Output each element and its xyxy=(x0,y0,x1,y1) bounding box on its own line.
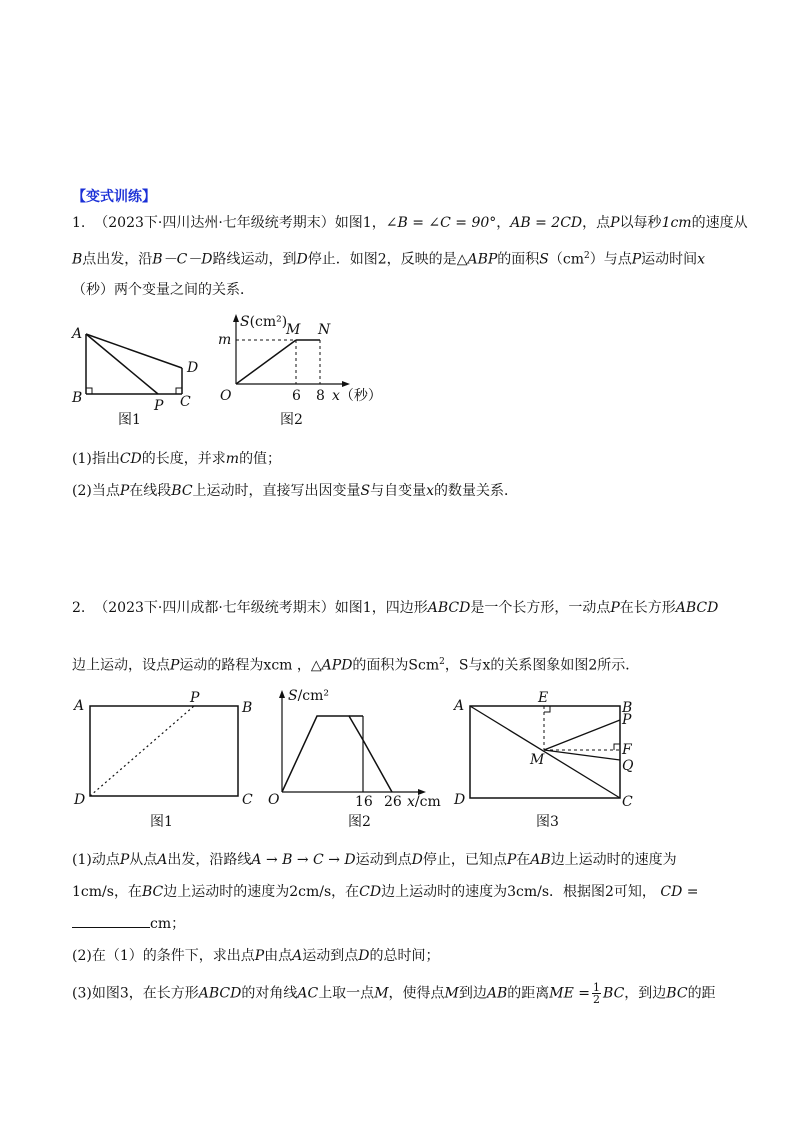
q1f1-label-c: C xyxy=(180,394,191,410)
q1f1-right-angle-b xyxy=(86,388,92,394)
q2f3-label-d: D xyxy=(454,792,466,808)
q1f2-label-M: M xyxy=(286,322,301,338)
q1f2-y-label: S(cm²) xyxy=(240,314,288,330)
q2f3-label-q: Q xyxy=(622,758,634,774)
q1-line-1: 1. （2023下·四川达州·七年级统考期末）如图1，∠B = ∠C = 90°，AB = 2CD，点P以每秒1cm的速度从 xyxy=(72,215,748,231)
q1f2-tick-8: 8 xyxy=(316,388,325,404)
q2f1-dashed-dp xyxy=(90,706,194,796)
q2f3-right-angle-f xyxy=(614,744,620,750)
q1f1-segment-ap xyxy=(86,334,158,394)
q2f3-label-a: A xyxy=(454,698,465,714)
q2-figure-3 xyxy=(448,688,648,833)
q2f2-graph-line xyxy=(282,716,392,792)
q1f1-label-a: A xyxy=(72,326,83,342)
q2f3-label-e: E xyxy=(538,690,549,706)
q1f2-y-arrow xyxy=(233,314,239,322)
q2-sub-1-line-2: 1cm/s，在BC边上运动时的速度为2cm/s，在CD边上运动时的速度为3cm/s．根据图2可知， CD = xyxy=(72,884,699,900)
q2-figure-1 xyxy=(70,688,260,833)
q2f2-y-arrow xyxy=(279,690,285,698)
q1f1-label-d: D xyxy=(187,360,199,376)
q2f2-caption: 图2 xyxy=(348,814,371,830)
q2f1-label-d: D xyxy=(74,792,86,808)
q2f2-tick-26: 26 xyxy=(384,794,402,810)
section-heading: 【变式训练】 xyxy=(72,189,156,205)
q2f1-label-c: C xyxy=(242,792,253,808)
fraction-one-half: $\frac{1}{2}$ xyxy=(593,981,601,1006)
q2f3-label-c: C xyxy=(622,794,633,810)
q2f3-label-b: B xyxy=(622,700,633,716)
q1f2-label-m: m xyxy=(218,332,232,348)
q1-figure-1 xyxy=(70,320,210,430)
q1f2-line-om xyxy=(236,340,296,384)
q1f2-caption: 图2 xyxy=(280,412,303,428)
q2f3-label-p: P xyxy=(622,712,632,728)
q2-sub-1-line-3: cm； xyxy=(72,913,185,934)
q1-line-3: （秒）两个变量之间的关系． xyxy=(72,282,254,298)
q2f1-label-a: A xyxy=(74,698,85,714)
q1-sub-2: (2)当点P在线段BC上运动时，直接写出因变量S与自变量x的数量关系． xyxy=(72,483,519,499)
q2f3-segment-mp xyxy=(544,720,620,750)
q2f2-label-O: O xyxy=(268,792,280,808)
q1f1-label-p: P xyxy=(154,398,164,414)
q2-line-2: 边上运动，设点P运动的路程为xcm ，△APD的面积为Scm$^2$，S与x的关系图象如图2所示． xyxy=(72,657,640,674)
q2f3-diagonal-ac xyxy=(470,706,620,798)
q2f1-label-b: B xyxy=(242,700,253,716)
q2-sub-2: (2)在（1）的条件下，求出点P由点A运动到点D的总时间； xyxy=(72,948,440,964)
q2f1-caption: 图1 xyxy=(150,814,173,830)
q1f2-tick-6: 6 xyxy=(292,388,301,404)
q2f1-label-p: P xyxy=(190,690,200,706)
answer-blank[interactable] xyxy=(72,913,150,928)
q2f3-caption: 图3 xyxy=(536,814,559,830)
q2f3-label-f: F xyxy=(622,742,632,758)
q1f1-caption: 图1 xyxy=(118,412,141,428)
q1f1-edge-ad xyxy=(86,334,182,368)
q1f2-label-N: N xyxy=(318,322,331,338)
q1-line-2: B点出发，沿B－C－D路线运动，到D停止．如图2，反映的是△ABP的面积$S(cm^2)$与点P运动时间x xyxy=(72,251,706,268)
q1-sub-1: (1)指出CD的长度，并求m的值； xyxy=(72,451,282,467)
q2f2-x-label: x/cm xyxy=(407,794,441,810)
q1-figure-2 xyxy=(212,310,382,430)
q2f3-right-angle-e xyxy=(544,706,550,712)
q1f2-x-label: x（秒） xyxy=(332,388,382,404)
q1f1-label-b: B xyxy=(72,390,83,406)
q2-sub-1-line-1: (1)动点P从点A出发，沿路线A → B → C → D运动到点D停止，已知点P在AB边上运动时的速度为 xyxy=(72,852,677,868)
q2-sub-3: (3)如图3，在长方形ABCD的对角线AC上取一点M，使得点M到边AB的距离ME = $\frac{1}{2}$ BC，到边BC的距 xyxy=(72,981,716,1006)
q1f2-label-O: O xyxy=(220,388,232,404)
q2f3-label-m: M xyxy=(530,752,545,768)
q2f2-tick-16: 16 xyxy=(355,794,373,810)
q2f1-rectangle xyxy=(90,706,238,796)
q2-figure-2 xyxy=(262,680,452,833)
q2-line-1: 2. （2023下·四川成都·七年级统考期末）如图1，四边形ABCD是一个长方形，一动点P在长方形ABCD xyxy=(72,600,719,616)
q1f2-x-arrow xyxy=(342,381,350,387)
q2f2-y-label: S/cm² xyxy=(288,688,330,704)
